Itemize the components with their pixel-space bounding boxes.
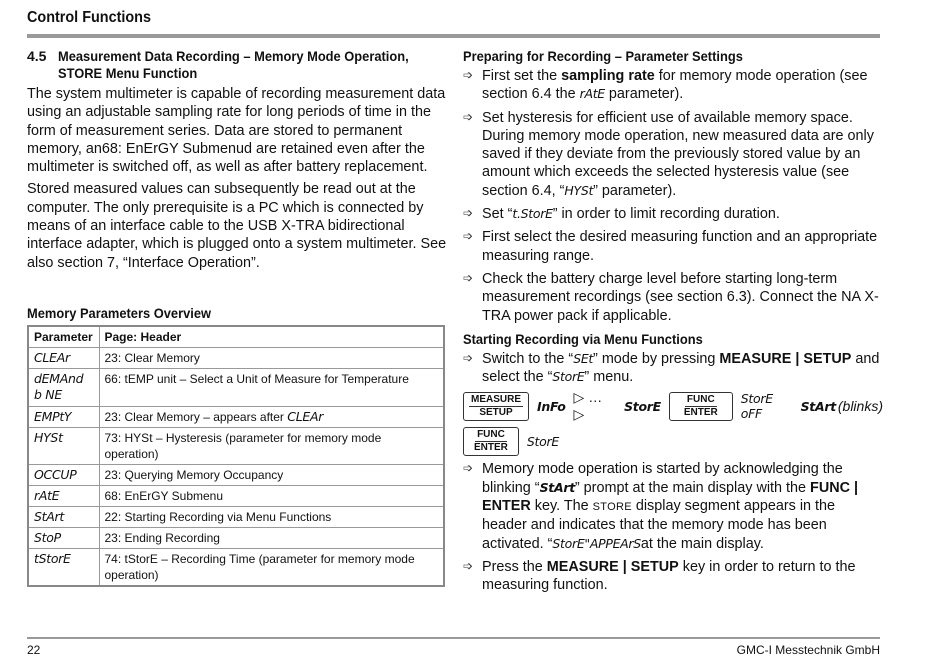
key-bottom: SETUP — [479, 406, 513, 418]
key-bottom: ENTER — [474, 442, 508, 454]
table-row — [28, 485, 444, 506]
page-cell: 22: Starting Recording via Menu Functions — [99, 506, 444, 527]
right-column — [463, 48, 883, 600]
text: key in order to return to the measuring function. — [482, 558, 856, 594]
start-heading: Starting Recording via Menu Functions — [463, 330, 703, 347]
text: Set “ — [482, 206, 513, 223]
text: Set hysteresis for efficient use of available memory space. During memory mode operation, new measured data are only saved if they deviate from the previously stored value by an amount which exceeds the selected hysteresis value (see section 6.4, “ — [482, 109, 874, 199]
table-header-row — [28, 326, 444, 348]
list-item — [463, 109, 883, 200]
list-item — [463, 67, 883, 104]
segment-text: CLEAr — [287, 408, 324, 424]
param-cell: OCCUP — [28, 464, 99, 485]
text: (blinks) — [837, 398, 883, 415]
readout-paragraph: Stored measured values can subsequently be read out at the computer. The only prerequisite is a PC which is connected by means of an interface cable to the USB X-TRA bidirectional interface adapter, which is plugged onto a system multimeter. See also section 7, “Interface Operation”. — [27, 181, 447, 271]
table-row — [28, 406, 444, 427]
smallcaps-text: STORE — [592, 501, 632, 514]
segment-text: StorE oFF — [740, 391, 773, 422]
text: Check the battery charge level before starting long-term measurement recordings (see section 6.3). Connect the NA X-TRA power pack if applicable. — [482, 270, 879, 324]
text: ” in order to limit recording duration. — [552, 206, 780, 223]
table-row — [28, 427, 444, 464]
list-item — [463, 558, 883, 595]
key-top: FUNC — [477, 429, 505, 441]
segment-text: t.StorE — [512, 206, 553, 222]
text: First set the — [482, 68, 562, 84]
segment-text: rAtE — [579, 86, 605, 102]
text: display segment appears in the header and indicates that the memory mode has been activated. “ — [482, 498, 836, 552]
segment-text: StorE — [624, 398, 661, 414]
bold-text: sampling rate — [561, 68, 655, 84]
arrow-bullet-icon: ➩ — [463, 109, 474, 124]
page-cell — [99, 406, 444, 427]
page-cell: 73: HYSt – Hysteresis (parameter for memory mode operation) — [99, 427, 444, 464]
text: Memory mode operation is started by acknowledging the blinking “ — [482, 461, 843, 496]
page-cell: 23: Clear Memory — [99, 347, 444, 368]
measure-setup-key — [463, 392, 529, 421]
left-column — [27, 48, 447, 587]
table-row — [28, 548, 444, 586]
segment-text: SEt — [573, 350, 594, 366]
segment-text: StArt — [800, 398, 836, 414]
section-title: Measurement Data Recording – Memory Mode Operation, STORE Menu Function — [57, 48, 409, 81]
segment-text: StArt — [539, 479, 575, 495]
bold-text: FUNC | ENTER — [482, 479, 859, 515]
param-cell: StArt — [28, 506, 99, 527]
func-enter-key — [669, 392, 733, 421]
segment-text: StorE — [552, 369, 585, 385]
text: ” parameter). — [593, 182, 677, 199]
text: and select the “ — [482, 350, 880, 386]
list-item — [463, 205, 883, 223]
page-cell: 68: EnErGY Submenu — [99, 485, 444, 506]
table-title: Memory Parameters Overview — [27, 304, 211, 321]
param-cell: HYSt — [28, 427, 99, 464]
segment-text: StorE — [526, 434, 559, 450]
text: ” mode by pressing — [593, 350, 720, 367]
intro-paragraph: The system multimeter is capable of recording measurement data using an adjustable sampling rate for long periods of time in the form of measurement series. Data are stored to permanent memory, an68: EnErGY Submenud are retained even after the multimeter is switched off, as well as after battery replacement. — [27, 86, 446, 176]
arrow-bullet-icon: ➩ — [463, 206, 474, 221]
param-cell: rAtE — [28, 485, 99, 506]
col-header-parameter: Parameter — [28, 326, 99, 348]
key-sequence-1 — [463, 389, 883, 423]
key-bottom: ENTER — [683, 406, 718, 418]
page-number: 22 — [27, 643, 41, 657]
key-top: FUNC — [686, 393, 715, 405]
table-row — [28, 506, 444, 527]
segment-text: StorE"APPEArS — [552, 535, 641, 551]
key-top: MEASURE — [471, 393, 522, 405]
memory-parameters-table — [27, 325, 445, 587]
arrow-bullet-icon: ➩ — [463, 558, 474, 573]
page-cell: 66: tEMP unit – Select a Unit of Measure for Temperature — [99, 368, 444, 406]
bold-text: MEASURE | SETUP — [546, 558, 679, 575]
list-item — [463, 270, 883, 325]
arrow-bullet-icon: ➩ — [463, 270, 474, 285]
arrow-bullet-icon: ➩ — [463, 229, 474, 244]
segment-text: HYSt — [564, 182, 594, 198]
page-text: 23: Clear Memory – appears after — [104, 409, 284, 424]
company-name: GMC-I Messtechnik GmbH — [736, 643, 880, 657]
page-cell: 23: Ending Recording — [99, 527, 444, 548]
arrow-bullet-icon: ➩ — [463, 461, 474, 476]
col-header-page: Page: Header — [99, 326, 444, 348]
key-sequence-2 — [463, 427, 883, 456]
text: ” prompt at the main display with the — [574, 479, 811, 496]
arrow-bullet-icon: ➩ — [463, 68, 474, 82]
text: for memory mode operation (see section 6.4 the — [482, 68, 868, 103]
footer-rule — [27, 637, 880, 639]
page-header-title: Control Functions — [27, 9, 151, 26]
bold-text: MEASURE | SETUP — [719, 350, 852, 367]
text: ” menu. — [584, 369, 634, 386]
section-heading — [27, 48, 447, 82]
text: Switch to the “ — [482, 350, 574, 367]
prep-heading: Preparing for Recording – Parameter Settings — [463, 48, 743, 64]
list-item — [463, 460, 883, 552]
sequence-arrow: ▷ … ▷ — [573, 389, 603, 423]
text: at the main display. — [640, 535, 764, 552]
table-row — [28, 368, 444, 406]
table-row — [28, 464, 444, 485]
table-row — [28, 527, 444, 548]
text: First select the desired measuring function and an appropriate measuring range. — [482, 229, 878, 264]
text: key. The — [530, 498, 593, 515]
param-cell: dEMAnd b NE — [28, 368, 99, 406]
arrow-bullet-icon: ➩ — [463, 350, 474, 365]
section-number: 4.5 — [27, 48, 47, 64]
text: Press the — [482, 558, 547, 575]
list-item — [463, 228, 883, 265]
func-enter-key — [463, 427, 519, 456]
page-cell: 74: tStorE – Recording Time (parameter for memory mode operation) — [99, 548, 444, 586]
text: parameter). — [604, 86, 684, 103]
param-cell: EMPtY — [28, 406, 99, 427]
list-item — [463, 350, 883, 387]
param-cell: CLEAr — [28, 347, 99, 368]
segment-text: InFo — [537, 398, 566, 414]
table-row — [28, 347, 444, 368]
param-cell: StoP — [28, 527, 99, 548]
header-rule — [27, 34, 880, 38]
param-cell: tStorE — [28, 548, 99, 586]
page-cell: 23: Querying Memory Occupancy — [99, 464, 444, 485]
